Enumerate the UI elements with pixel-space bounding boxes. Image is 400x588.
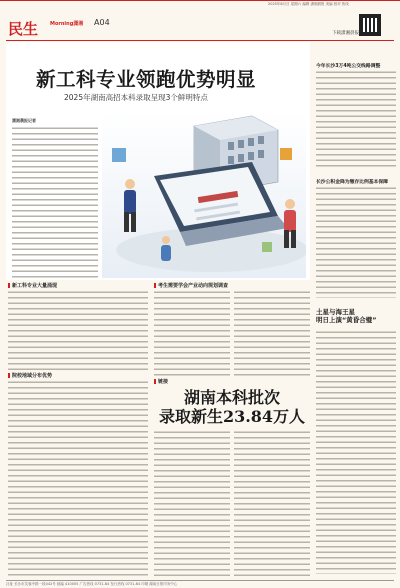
hero-headline: 新工科专业领跑优势明显 [36, 68, 257, 91]
hero-illustration [102, 112, 306, 278]
right-headline-2: 长沙公积金降为缴存比例基本保障 [316, 180, 388, 185]
article-2-headline-line2: 录取新生23.84万人 [158, 407, 306, 426]
right-headline-3-line2: 明日上演“黄昏合璧” [316, 316, 377, 324]
link-tag [154, 378, 168, 385]
section-label-2 [154, 282, 228, 289]
hero-body-text [12, 126, 98, 278]
hero-byline: 潇湘晨报记者 [12, 118, 36, 123]
right-body-1 [316, 70, 396, 170]
right-column [316, 44, 396, 584]
article-2 [154, 388, 310, 428]
footer: 社址 长沙市芙蓉中路一段442号 邮编 410005 广告热线 0731-84 发行热线 0731-84 印刷 湖南日报印务中心 [6, 580, 394, 587]
section-label-text: 院校地域分布优势 [12, 373, 53, 379]
body-text-4 [154, 430, 230, 576]
section-title: 民生 [8, 20, 39, 38]
page-number: A04 [94, 18, 110, 27]
dateline: 2025年8月日 星期六 编辑 潇湘晨报 美编 校对 热线 [268, 2, 349, 6]
hero-subhead: 2025年湖南高招本科录取呈现3个鲜明特点 [64, 93, 208, 102]
right-body-3 [316, 330, 396, 574]
body-text-5 [234, 430, 310, 576]
hero-article [6, 42, 310, 280]
qr-caption: 下载潇湘晨报 [332, 31, 359, 36]
body-text-6 [8, 380, 148, 576]
right-headline-3-line1: 土星与海王星 [316, 308, 355, 316]
qr-code-icon [359, 14, 381, 36]
masthead [6, 14, 394, 40]
link-tag-text: 链接 [158, 379, 169, 385]
article-2-headline-line1: 湖南本科批次 [183, 388, 280, 407]
body-text-2 [154, 290, 230, 376]
section-label-text: 新工科专业大量涌现 [12, 283, 58, 289]
section-label-3 [8, 372, 52, 379]
section-label-text: 考生需要学会产业动向规划调查 [158, 283, 229, 289]
article-2-headline [154, 388, 310, 426]
right-body-2 [316, 186, 396, 298]
masthead-rule [6, 40, 394, 41]
right-headline-1: 今年长沙3万4吨公交线路调整 [316, 64, 381, 69]
body-text-3 [234, 290, 310, 376]
section-label-1 [8, 282, 57, 289]
right-headline-3 [316, 308, 396, 324]
body-text-1 [8, 290, 148, 370]
paper-logo: Morning潇湘 [50, 21, 84, 27]
